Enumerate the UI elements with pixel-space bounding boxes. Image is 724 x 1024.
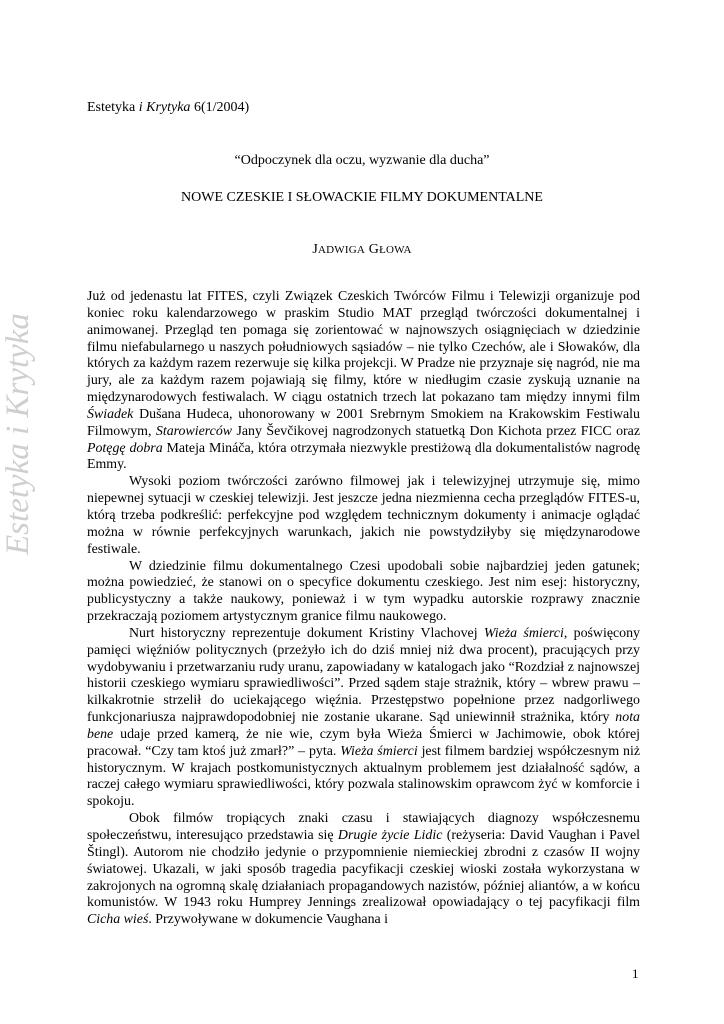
film-title: Cicha wieś — [87, 912, 149, 928]
journal-name-italic: i Krytyka — [138, 100, 191, 115]
paragraph-2: Wysoki poziom twórczości zarówno filmowej jak i telewizyjnej utrzymuje się, mimo niepewnej sytuacji w czeskiej telewizji. Jest jeszcze jedna niezmienna cecha przeglądów FITES-u, którą trzeba podkreślić: perfekcyjne pod względem technicznym dokumenty i animacje oglądać można w równie perfekcyjnych warunkach, jakich nie powstydziłyby się międzynarodowe festiwale. — [87, 474, 640, 557]
p4-text-c: udaje przed kamerą, że nie wie, czym była Wieża Śmierci w Jachimowie, obok której pracował. “Czy tam ktoś już zmarł?” – pyta. — [87, 726, 640, 759]
page-number: 1 — [632, 966, 639, 981]
p1-text-a: Już od jedenastu lat FITES, czyli Związek Czeskich Twórców Filmu i Telewizji organizuje pod koniec roku kalendarzowego w praskim Studio MAT przegląd twórczości dokumentalnej i animowanej. Przegląd ten pomaga się zorientować w najnowszych osiągnięciach w dziedzinie filmu niefabularnego u naszych południowych sąsiadów – nie tylko Czechów, ale i Słowaków, dla których za każdym razem rezerwuje się kilka projekcji. W Pradze nie przyznaje się nagród, nie ma jury, ale za każdym razem pojawiają się filmy, które w niedługim czasie zyskują uznanie na międzynarodowych festiwalach. W ciągu ostatnich trzech lat pokazano tam między innymi film — [87, 289, 640, 406]
film-title: Drugie życie Lidic — [337, 828, 443, 843]
journal-name: Estetyka — [87, 100, 139, 115]
film-title: Wieża śmierci — [483, 625, 564, 641]
film-title: Starowierców — [155, 423, 233, 439]
paragraph-4 — [87, 626, 640, 811]
p4-text-d: jest filmem bardziej współczesnym niż historycznym. W krajach postkomunistycznych aktualnym problemem jest działalność sądów, a raczej całego wymiaru sprawiedliwości, który pozwala stalinowskim oprawcom żyć w komforcie i spokoju. — [87, 743, 641, 810]
p1-text-d: Mateja Mináča, która otrzymała niezwykle prestiżową dla dokumentalistów nagrodę Emmy. — [87, 440, 640, 473]
watermark — [0, 275, 54, 575]
author-last-rest: ŁOWA — [379, 244, 412, 256]
p1-text-c: Jany Ševčikovej nagrodzonych statuetką Don Kichota przez FICC oraz — [232, 423, 640, 439]
watermark-text: Estetyka i Krytyka — [0, 313, 36, 555]
film-title: Wieża śmierci — [340, 743, 418, 759]
author-name — [0, 242, 724, 258]
author-initial: J — [312, 242, 319, 257]
italic-phrase: nota bene — [87, 710, 640, 742]
author-last-initial: G — [368, 242, 380, 257]
p4-text-a: Nurt historyczny reprezentuje dokument Kristiny Vlachovej — [129, 625, 484, 641]
p1-text-b: Dušana Hudeca, uhonorowany w 2001 Srebrnym Smokiem na Krakowskim Festiwalu Filmowym, — [87, 406, 640, 439]
p5-text-a: Obok filmów tropiących znaki czasu i stawiających diagnozy współczesnemu społeczeństwu, interesująco przedstawia się — [87, 811, 640, 843]
author-first-rest: ADWIGA — [318, 244, 366, 256]
film-title: Potęgę dobra — [87, 440, 163, 456]
p5-text-b: (reżyseria: David Vaughan i Pavel Štingl). Autorom nie chodziło jedynie o przypomnienie niemieckiej zbrodni z czasów II wojny światowej. Ukazali, w jaki sposób tragedia pacyfikacji czeskiej wioski została wykorzystana w zakrojonych na ogromną skalę działaniach propagandowych nazistów, później aliantów, a w końcu komunistów. W 1943 roku Humprey Jennings zrealizował opowiadający o tej pacyfikacji film — [87, 828, 640, 911]
film-title: Świadek — [87, 406, 134, 422]
paragraph-3: W dziedzinie filmu dokumentalnego Czesi upodobali sobie najbardziej jeden gatunek; można powiedzieć, że stanowi on o specyfice dokumentu czeskiego. Jest nim esej: historyczny, publicystyczny a także naukowy, ponieważ i w tym wypadku autorskie rozprawy znacznie przekraczają poziomem artystycznym granice filmu naukowego. — [87, 558, 640, 625]
article-subtitle: “Odpoczynek dla oczu, wyzwanie dla ducha” — [234, 153, 490, 168]
article-title: NOWE CZESKIE I SŁOWACKIE FILMY DOKUMENTALNE — [181, 190, 543, 205]
article-body — [87, 289, 640, 929]
p4-text-b: , poświęcony pamięci więźniów politycznych (przeżyło ich do dziś mniej niż dwa procent), pracujących przy wydobywaniu i przetwarzaniu rudy uranu, zapowiadany w katalogach jako “Rozdział z najnowszej historii czeskiego wymiaru sprawiedliwości”. Przed sądem staje strażnik, który – wbrew prawu – kilkakrotnie strzelił do uciekającego więźnia. Przestępstwo popełnione przez nadgorliwego funkcjonariusza najprawdopodobniej nie zostanie ukarane. Sąd uniewinnił strażnika, który — [87, 625, 640, 726]
journal-header — [87, 100, 249, 116]
paragraph-5 — [87, 811, 640, 929]
paragraph-1 — [87, 289, 640, 474]
p5-text-c: . Przywoływane w dokumencie Vaughana i — [148, 912, 389, 928]
journal-issue: 6(1/2004) — [190, 100, 250, 115]
